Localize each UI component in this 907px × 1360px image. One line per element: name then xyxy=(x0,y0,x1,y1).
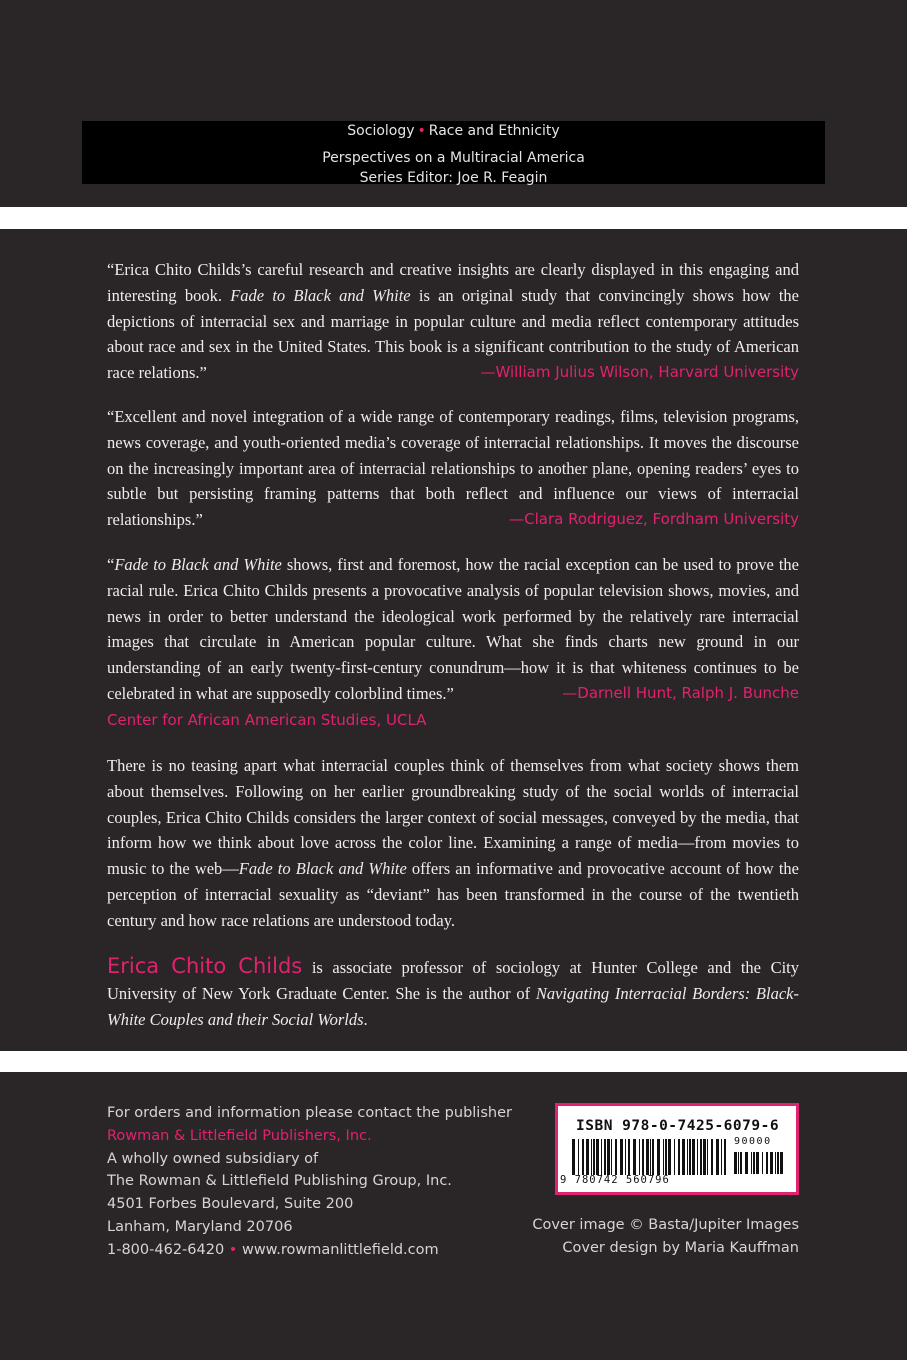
book-description xyxy=(107,753,799,934)
bottom-white-band xyxy=(0,1051,907,1072)
barcode-digits: 9 780742 560796 xyxy=(560,1174,670,1186)
publisher-contact-line: For orders and information please contact the publisher xyxy=(107,1105,512,1121)
series-editor: Series Editor: Joe R. Feagin xyxy=(359,170,548,186)
blurb-2 xyxy=(107,404,799,533)
cover-credits xyxy=(532,1214,799,1260)
blurb-3-attribution-2: Center for African American Studies, UCLA xyxy=(107,710,427,729)
isbn-barcode xyxy=(555,1103,799,1195)
series-header xyxy=(82,121,825,184)
cover-design-credit: Cover design by Maria Kauffman xyxy=(562,1239,799,1256)
blurb-2-attribution: —Clara Rodriguez, Fordham University xyxy=(509,510,799,529)
author-bio-text: is associate professor of sociology at Hunter College and the City University of New York Graduate Center. She is the author of xyxy=(107,958,799,1003)
description-text-cont: offers an informative and provocative account of how the perception of interracial sexuality as “deviant” has been transformed in the course of the twentieth century and how race relations are understood today. xyxy=(107,859,799,930)
blurb-1-attribution: —William Julius Wilson, Harvard University xyxy=(480,363,799,382)
publisher-contact xyxy=(107,1239,512,1262)
publisher-city: Lanham, Maryland 20706 xyxy=(107,1218,293,1235)
barcode-addon-bars-icon xyxy=(734,1152,786,1188)
author-previous-book: Navigating Interracial Borders: Black-White Couples and their Social Worlds xyxy=(107,983,799,1029)
blurb-1 xyxy=(107,257,799,386)
publisher-website: www.rowmanlittlefield.com xyxy=(241,1241,439,1258)
blurb-3-open-quote: “ xyxy=(107,555,115,574)
blurb-3-attribution-1: —Darnell Hunt, Ralph J. Bunche xyxy=(562,683,799,702)
blurb-1-text-cont: is an original study that convincingly shows how the depictions of interracial sex and marriage in popular culture and media reflect contemporary attitudes about race and sex in the United States. This book is a significant contribution to the study of American race relations.” xyxy=(107,285,799,383)
barcode-addon-digits: 90000 xyxy=(734,1136,772,1147)
author-name: Erica Chito Childs xyxy=(107,954,303,978)
top-white-band xyxy=(0,207,907,229)
blurb-1-text: “Erica Chito Childs’s careful research and creative insights are clearly displayed in this engaging and interesting book. xyxy=(107,260,799,305)
category-sociology: Sociology xyxy=(347,123,415,139)
blurb-3-book-title: Fade to Black and White xyxy=(114,555,282,574)
author-bio xyxy=(107,954,799,1032)
blurb-3-text: shows, first and foremost, how the racial exception can be used to prove the racial rule. Erica Chito Childs presents a provocative analysis of popular television shows, movies, and news in order to better understand the ideological work performed by the relatively rare interracial images that circulate in American popular culture. What she finds charts new ground in our understanding of an early twenty-first-century conundrum—how it is that whiteness continues to be celebrated in what are supposedly colorblind times.” xyxy=(107,555,799,703)
publisher-group: The Rowman & Littlefield Publishing Group, Inc. xyxy=(107,1173,452,1190)
publisher-address: 4501 Forbes Boulevard, Suite 200 xyxy=(107,1196,354,1213)
publisher-phone: 1-800-462-6420 xyxy=(107,1241,225,1258)
publisher-name: Rowman & Littlefield Publishers, Inc. xyxy=(107,1127,372,1144)
bullet-icon: • xyxy=(228,1241,238,1258)
publisher-info xyxy=(107,1102,512,1262)
blurb-3 xyxy=(107,552,799,733)
series-info xyxy=(82,148,825,188)
blurb-2-text: “Excellent and novel integration of a wide range of contemporary readings, films, television programs, news coverage, and youth-oriented media’s coverage of interracial relationships. It moves the discourse on the increasingly important area of interracial relationships to another plane, opening readers’ eyes to subtle but persisting framing patterns that both reflect and influence our views of interracial relationships.” xyxy=(107,407,799,530)
description-book-title: Fade to Black and White xyxy=(238,859,407,879)
bullet-icon: • xyxy=(417,123,426,139)
description-text: There is no teasing apart what interracial couples think of themselves from what society shows them about themselves. Following on her earlier groundbreaking study of the social worlds of interracial couples, Erica Chito Childs considers the larger context of social messages, conveyed by the media, that inform how we think about love across the color line. Examining a range of media—from movies to music to the web— xyxy=(107,756,799,879)
isbn-number: ISBN 978-0-7425-6079-6 xyxy=(576,1118,780,1134)
publisher-subsidiary-line: A wholly owned subsidiary of xyxy=(107,1150,319,1167)
cover-image-credit: Cover image © Basta/Jupiter Images xyxy=(532,1217,799,1233)
blurb-1-book-title: Fade to Black and White xyxy=(230,285,411,305)
author-bio-end: . xyxy=(363,1009,368,1029)
barcode-bars-icon xyxy=(572,1139,728,1175)
category-race-ethnicity: Race and Ethnicity xyxy=(428,123,560,139)
series-title: Perspectives on a Multiracial America xyxy=(322,150,585,166)
subject-categories xyxy=(82,121,825,142)
